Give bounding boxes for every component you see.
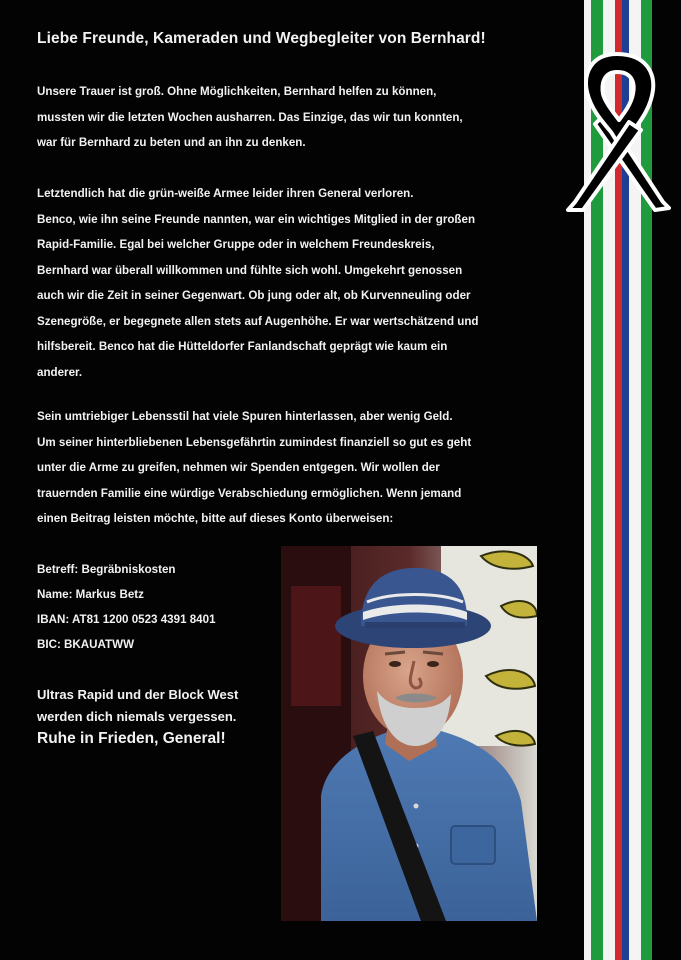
text-line: Szenegröße, er begegnete allen stets auf Augenhöhe. Er war wertschätzend und [37,314,479,328]
text-line: Rapid-Familie. Egal bei welcher Gruppe oder in welchem Freundeskreis, [37,238,435,251]
text-line: Um seiner hinterbliebenen Lebensgefährtin zumindest finanziell so gut es geht [37,435,472,449]
mourning-ribbon-icon [565,52,671,222]
bank-bic: BIC: BKAUATWW [37,638,135,651]
text-line: hilfsbereit. Benco hat die Hütteldorfer Fanlandschaft geprägt wie kaum ein [37,340,448,353]
page-title: Liebe Freunde, Kameraden und Wegbegleiter von Bernhard! [37,30,486,47]
closing-line-2: werden dich niemals vergessen. [37,709,237,724]
text-line: einen Beitrag leisten möchte, bitte auf dieses Konto überweisen: [37,512,394,525]
text-line: Unsere Trauer ist groß. Ohne Möglichkeiten, Bernhard helfen zu können, [37,85,437,98]
portrait-illustration [281,546,537,921]
text-line: Sein umtriebiger Lebensstil hat viele Spuren hinterlassen, aber wenig Geld. [37,410,453,423]
text-line: Benco, wie ihn seine Freunde nannten, war ein wichtiges Mitglied in der großen [37,212,476,226]
text-line: Letztendlich hat die grün-weiße Armee leider ihren General verloren. [37,187,414,200]
bank-details [37,557,277,657]
text-line: mussten wir die letzten Wochen ausharren. Das Einzige, das wir tun konnten, [37,110,463,124]
portrait-photo [281,546,537,921]
text-line: Bernhard war überall willkommen und fühlte sich wohl. Umgekehrt genossen [37,263,463,277]
closing-line-1: Ultras Rapid und der Block West [37,687,239,702]
text-line: anderer. [37,365,83,379]
text-line: unter die Arme zu greifen, nehmen wir Spenden entgegen. Wir wollen der [37,461,440,474]
bank-name: Name: Markus Betz [37,588,144,601]
paragraph-tribute [37,181,557,385]
closing-message [37,684,277,750]
text-line: trauernden Familie eine würdige Verabschiedung ermöglichen. Wenn jemand [37,486,462,500]
paragraph-donation [37,404,557,532]
bank-iban: IBAN: AT81 1200 0523 4391 8401 [37,613,216,626]
text-line: war für Bernhard zu beten und an ihn zu denken. [37,136,306,149]
bank-reference: Betreff: Begräbniskosten [37,563,176,576]
paragraph-grief [37,79,557,156]
closing-line-3: Ruhe in Frieden, General! [37,730,226,747]
text-line: auch wir die Zeit in seiner Gegenwart. Ob jung oder alt, ob Kurvenneuling oder [37,289,471,302]
